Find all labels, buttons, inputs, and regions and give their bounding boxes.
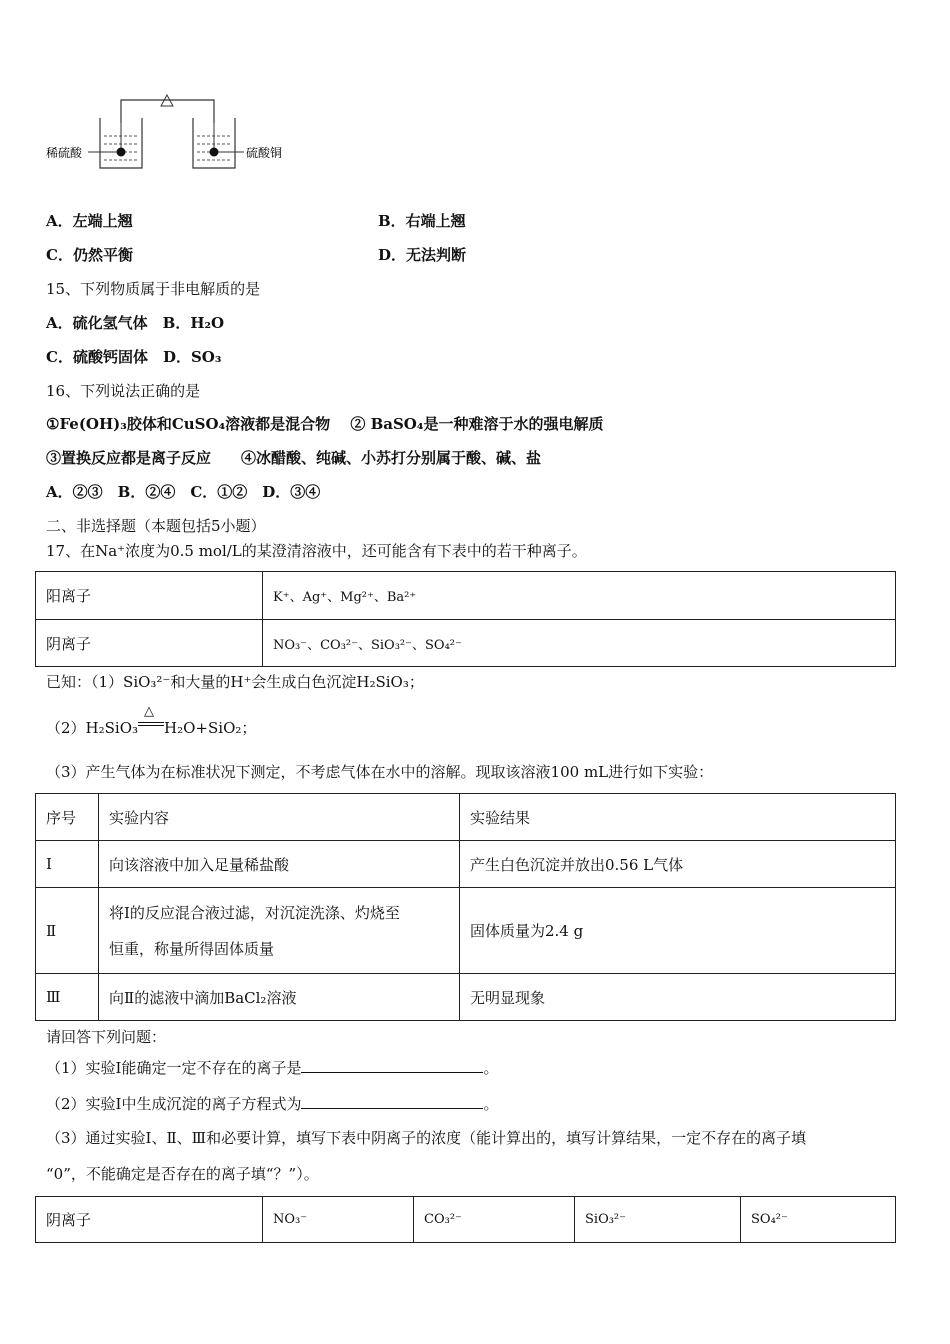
sub1-end: 。 bbox=[483, 1059, 499, 1077]
row-content: 向Ⅱ的滤液中滴加BaCl₂溶液 bbox=[99, 974, 460, 1021]
q14-option-a: A．左端上翘 bbox=[46, 212, 133, 230]
header-no: 序号 bbox=[36, 794, 99, 841]
q16-item-1: ①Fe(OH)₃胶体和CuSO₄溶液都是混合物 ② BaSO₄是一种难溶于水的强电解质 bbox=[46, 415, 604, 433]
row-no: Ⅱ bbox=[36, 888, 99, 974]
known-2-prefix: （2）H₂SiO₃ bbox=[46, 719, 139, 737]
known-3: （3）产生气体为在标准状况下测定，不考虑气体在水中的溶解。现取该溶液100 mL进行如下实验： bbox=[46, 763, 714, 781]
section-heading: 二、非选择题（本题包括5小题） bbox=[46, 517, 266, 535]
cation-label: 阳离子 bbox=[36, 572, 263, 620]
q16-options: A．②③ B．②④ C．①② D．③④ bbox=[46, 483, 321, 501]
q15-options-1: A．硫化氢气体 B．H₂O bbox=[46, 314, 225, 332]
answer-label: 阴离子 bbox=[36, 1197, 263, 1243]
table-row bbox=[36, 974, 896, 1021]
answer-blank-2[interactable] bbox=[301, 1094, 483, 1109]
answer-ion-no3[interactable]: NO₃⁻ bbox=[263, 1197, 414, 1243]
row-result: 无明显现象 bbox=[460, 974, 896, 1021]
sub2-text: （2）实验Ⅰ中生成沉淀的离子方程式为 bbox=[46, 1095, 302, 1113]
known-1: 已知：（1）SiO₃²⁻和大量的H⁺会生成白色沉淀H₂SiO₃； bbox=[46, 673, 424, 691]
row-content-line1: 将Ⅰ的反应混合液过滤，对沉淀洗涤、灼烧至 bbox=[109, 903, 400, 922]
sub-question-1 bbox=[46, 1058, 499, 1078]
row-content: 向该溶液中加入足量稀盐酸 bbox=[99, 841, 460, 888]
right-label: 硫酸铜 bbox=[246, 146, 283, 160]
anion-list: NO₃⁻、CO₃²⁻、SiO₃²⁻、SO₄²⁻ bbox=[263, 620, 896, 667]
sub1-text: （1）实验Ⅰ能确定一定不存在的离子是 bbox=[46, 1059, 302, 1077]
sub2-end: 。 bbox=[483, 1095, 499, 1113]
answer-blank-1[interactable] bbox=[301, 1058, 483, 1073]
left-label: 稀硫酸 bbox=[46, 146, 83, 160]
answer-ion-so4[interactable]: SO₄²⁻ bbox=[741, 1197, 896, 1243]
heat-symbol: △ bbox=[144, 704, 155, 719]
prompt: 请回答下列问题： bbox=[46, 1028, 167, 1046]
answer-ion-co3[interactable]: CO₃²⁻ bbox=[414, 1197, 575, 1243]
q14-option-b: B．右端上翘 bbox=[378, 212, 466, 230]
row-content bbox=[99, 888, 460, 974]
answer-table bbox=[35, 1196, 896, 1243]
known-2-suffix: H₂O+SiO₂； bbox=[164, 719, 257, 737]
header-result: 实验结果 bbox=[460, 794, 896, 841]
row-no: Ⅰ bbox=[36, 841, 99, 888]
cation-list: K⁺、Ag⁺、Mg²⁺、Ba²⁺ bbox=[263, 572, 896, 620]
answer-ion-sio3[interactable]: SiO₃²⁻ bbox=[575, 1197, 741, 1243]
row-content-line2: 恒重，称量所得固体质量 bbox=[109, 939, 275, 958]
table-row bbox=[36, 841, 896, 888]
balance-diagram bbox=[40, 92, 320, 177]
q15-stem: 15、下列物质属于非电解质的是 bbox=[46, 280, 261, 298]
header-content: 实验内容 bbox=[99, 794, 460, 841]
heating-arrow bbox=[138, 704, 164, 738]
row-result: 固体质量为2.4 g bbox=[460, 888, 896, 974]
q16-stem: 16、下列说法正确的是 bbox=[46, 382, 201, 400]
known-2 bbox=[46, 704, 257, 738]
q15-options-2: C．硫酸钙固体 D．SO₃ bbox=[46, 348, 222, 366]
q14-option-d: D．无法判断 bbox=[378, 246, 467, 264]
sub-question-2 bbox=[46, 1094, 499, 1114]
sub-question-3-line1: （3）通过实验Ⅰ、Ⅱ、Ⅲ和必要计算，填写下表中阴离子的浓度（能计算出的，填写计算结果，一定不存在的离子填 bbox=[46, 1129, 807, 1147]
experiment-table bbox=[35, 793, 896, 1021]
ion-table bbox=[35, 571, 896, 667]
sub-question-3-line2: “0”，不能确定是否存在的离子填“？”）。 bbox=[46, 1165, 319, 1183]
row-no: Ⅲ bbox=[36, 974, 99, 1021]
table-row bbox=[36, 888, 896, 974]
q17-stem: 17、在Na⁺浓度为0.5 mol/L的某澄清溶液中，还可能含有下表中的若干种离子。 bbox=[46, 542, 587, 560]
anion-label: 阴离子 bbox=[36, 620, 263, 667]
row-result: 产生白色沉淀并放出0.56 L气体 bbox=[460, 841, 896, 888]
q14-option-c: C．仍然平衡 bbox=[46, 246, 133, 264]
q16-item-2: ③置换反应都是离子反应 ④冰醋酸、纯碱、小苏打分别属于酸、碱、盐 bbox=[46, 449, 542, 467]
